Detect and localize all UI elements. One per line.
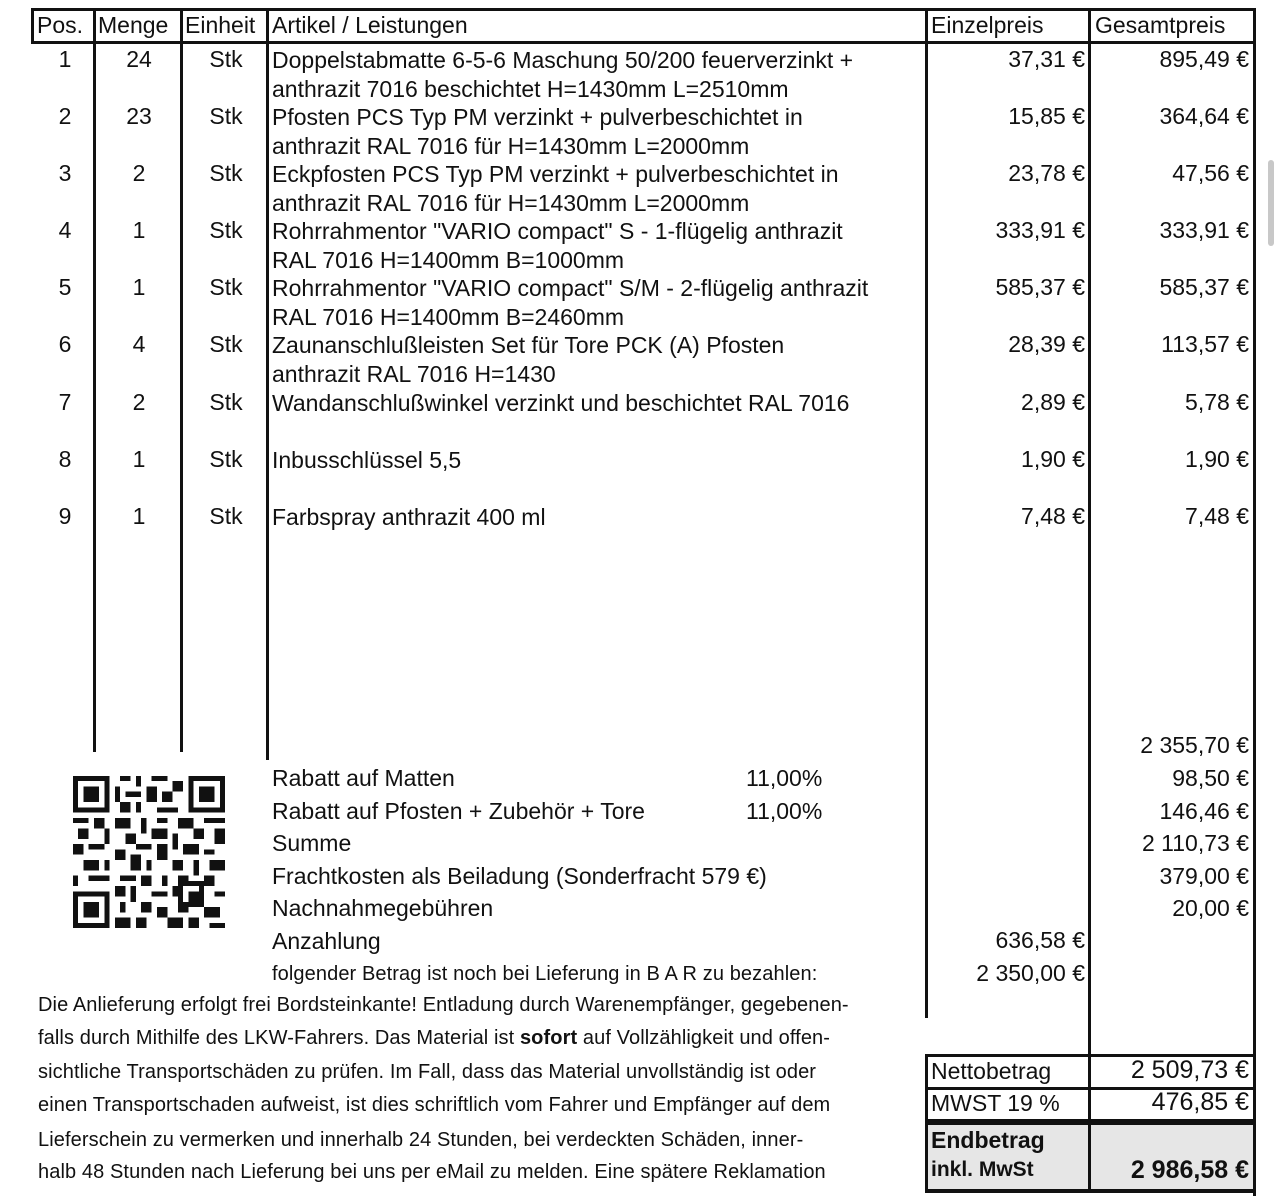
rabatt-matten-label: Rabatt auf Matten <box>272 765 455 791</box>
row-menge: 2 <box>132 160 146 186</box>
row-desc-line-2: RAL 7016 H=1400mm B=2460mm <box>272 304 625 330</box>
row-einzelpreis: 7,48 € <box>1021 503 1085 529</box>
row-gesamtpreis: 5,78 € <box>1185 389 1249 415</box>
row-desc-line-2: anthrazit RAL 7016 für H=1430mm L=2000mm <box>272 190 750 216</box>
endbetrag-label-2: inkl. MwSt <box>931 1158 1034 1181</box>
note-line-3: sichtliche Transportschäden zu prüfen. Im Fall, dass das Material unvollständig ist oder <box>38 1061 817 1083</box>
endbetrag-value: 2 986,58 € <box>1130 1156 1249 1184</box>
row-desc-line-1: Eckpfosten PCS Typ PM verzinkt + pulverbeschichtet in <box>272 161 839 187</box>
row-desc-line-1: Inbusschlüssel 5,5 <box>272 447 462 473</box>
rabatt-matten-value: 98,50 € <box>1172 765 1249 791</box>
row-menge: 2 <box>132 389 146 415</box>
row-einheit: Stk <box>209 446 243 472</box>
summe-value: 2 110,73 € <box>1141 830 1249 856</box>
rabatt-pfosten-label: Rabatt auf Pfosten + Zubehör + Tore <box>272 798 645 824</box>
row-einzelpreis: 23,78 € <box>1008 160 1085 186</box>
row-pos: 3 <box>58 160 72 186</box>
rabatt-pfosten-value: 146,46 € <box>1159 798 1249 824</box>
row-desc-line-1: Farbspray anthrazit 400 ml <box>272 504 546 530</box>
header-pos: Pos. <box>37 12 84 38</box>
header-artikel: Artikel / Leistungen <box>272 12 468 38</box>
row-menge: 1 <box>132 217 146 243</box>
row-einheit: Stk <box>209 389 243 415</box>
row-desc-line-1: Rohrrahmentor "VARIO compact" S/M - 2-flügelig anthrazit <box>272 275 869 301</box>
note-line-2-a: falls durch Mithilfe des LKW-Fahrers. Das Material ist <box>38 1027 520 1049</box>
row-gesamtpreis: 7,48 € <box>1185 503 1249 529</box>
fracht-value: 379,00 € <box>1159 863 1249 889</box>
row-desc-line-1: Doppelstabmatte 6-5-6 Maschung 50/200 feuerverzinkt + <box>272 47 854 73</box>
row-menge: 1 <box>132 274 146 300</box>
row-einzelpreis: 585,37 € <box>995 274 1085 300</box>
row-einzelpreis: 2,89 € <box>1021 389 1085 415</box>
row-gesamtpreis: 333,91 € <box>1159 217 1249 243</box>
row-einzelpreis: 37,31 € <box>1008 46 1085 72</box>
row-einheit: Stk <box>209 331 243 357</box>
row-gesamtpreis: 47,56 € <box>1172 160 1249 186</box>
row-einheit: Stk <box>209 46 243 72</box>
row-gesamtpreis: 585,37 € <box>1159 274 1249 300</box>
row-gesamtpreis: 364,64 € <box>1159 103 1249 129</box>
netto-label: Nettobetrag <box>931 1058 1052 1084</box>
row-einheit: Stk <box>209 103 243 129</box>
header-gesamtpreis: Gesamtpreis <box>1095 12 1226 38</box>
row-desc-line-1: Wandanschlußwinkel verzinkt und beschichtet RAL 7016 <box>272 390 850 416</box>
row-pos: 2 <box>58 103 72 129</box>
fracht-label: Frachtkosten als Beiladung (Sonderfracht 579 €) <box>272 863 767 889</box>
nachnahme-value: 20,00 € <box>1172 895 1249 921</box>
mwst-value: 476,85 € <box>1151 1088 1249 1116</box>
row-desc-line-1: Rohrrahmentor "VARIO compact" S - 1-flügelig anthrazit <box>272 218 843 244</box>
note-line-2-bold: sofort <box>519 1027 578 1049</box>
row-menge: 24 <box>126 46 152 72</box>
row-menge: 4 <box>132 331 146 357</box>
anzahlung-value: 636,58 € <box>995 927 1085 953</box>
row-gesamtpreis: 113,57 € <box>1161 331 1249 357</box>
row-desc-line-2: RAL 7016 H=1400mm B=1000mm <box>272 247 625 273</box>
header-einzelpreis: Einzelpreis <box>931 12 1044 38</box>
row-pos: 4 <box>58 217 72 243</box>
note-line-2 <box>38 1027 830 1050</box>
row-gesamtpreis: 1,90 € <box>1185 446 1249 472</box>
note-line-5: Lieferschein zu vermerken und innerhalb 24 Stunden, bei verdeckten Schäden, inner- <box>38 1129 804 1151</box>
row-einzelpreis: 15,85 € <box>1008 103 1085 129</box>
mwst-label: MWST 19 % <box>931 1090 1060 1116</box>
row-pos: 6 <box>58 331 72 357</box>
row-einzelpreis: 333,91 € <box>995 217 1085 243</box>
row-pos: 7 <box>58 389 72 415</box>
row-pos: 5 <box>58 274 72 300</box>
netto-value: 2 509,73 € <box>1130 1056 1249 1084</box>
note-line-6: halb 48 Stunden nach Lieferung bei uns per eMail zu melden. Eine spätere Reklamation <box>38 1161 826 1183</box>
row-pos: 9 <box>58 503 72 529</box>
qr-code-icon <box>68 776 230 928</box>
rabatt-pfosten-percent: 11,00% <box>746 798 823 824</box>
bar-payment-label: folgender Betrag ist noch bei Lieferung in B A R zu bezahlen: <box>272 963 818 985</box>
row-einheit: Stk <box>209 217 243 243</box>
subtotal-value: 2 355,70 € <box>1140 732 1249 758</box>
row-pos: 1 <box>58 46 72 72</box>
header-menge: Menge <box>98 12 169 38</box>
anzahlung-label: Anzahlung <box>272 928 381 954</box>
endbetrag-label-1: Endbetrag <box>931 1127 1045 1153</box>
rabatt-matten-percent: 11,00% <box>746 765 823 791</box>
scrollbar[interactable] <box>1268 160 1274 246</box>
row-einheit: Stk <box>209 503 243 529</box>
row-desc-line-2: anthrazit 7016 beschichtet H=1430mm L=2510mm <box>272 76 789 102</box>
row-desc-line-1: Zaunanschlußleisten Set für Tore PCK (A) Pfosten <box>272 332 785 358</box>
summe-label: Summe <box>272 830 352 856</box>
row-desc-line-2: anthrazit RAL 7016 H=1430 <box>272 361 556 387</box>
header-einheit: Einheit <box>185 12 256 38</box>
row-desc-line-1: Pfosten PCS Typ PM verzinkt + pulverbeschichtet in <box>272 104 803 130</box>
row-menge: 1 <box>132 446 146 472</box>
bar-payment-value: 2 350,00 € <box>976 960 1085 986</box>
row-einzelpreis: 1,90 € <box>1021 446 1085 472</box>
row-einheit: Stk <box>209 160 243 186</box>
note-line-4: einen Transportschaden aufweist, ist dies schriftlich vom Fahrer und Empfänger auf dem <box>38 1094 831 1116</box>
row-menge: 1 <box>132 503 146 529</box>
row-gesamtpreis: 895,49 € <box>1159 46 1249 72</box>
note-line-2-c: auf Vollzähligkeit und offen- <box>577 1027 831 1049</box>
nachnahme-label: Nachnahmegebühren <box>272 895 494 921</box>
note-line-1: Die Anlieferung erfolgt frei Bordsteinkante! Entladung durch Warenempfänger, gegebenen- <box>38 994 849 1016</box>
row-einheit: Stk <box>209 274 243 300</box>
row-pos: 8 <box>58 446 72 472</box>
row-einzelpreis: 28,39 € <box>1008 331 1085 357</box>
row-menge: 23 <box>126 103 152 129</box>
row-desc-line-2: anthrazit RAL 7016 für H=1430mm L=2000mm <box>272 133 750 159</box>
